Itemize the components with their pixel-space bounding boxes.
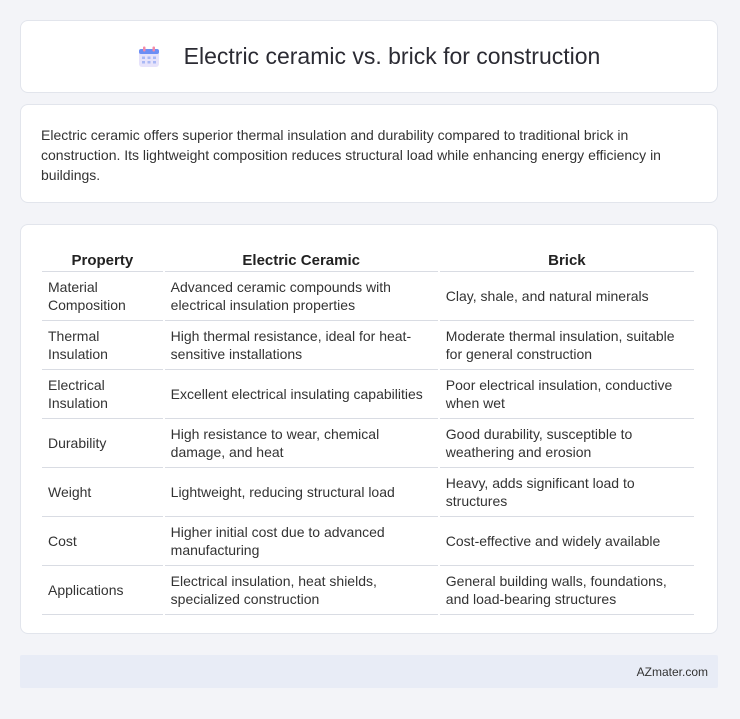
row-brick: Good durability, susceptible to weathering and erosion [440,419,694,468]
calendar-icon [138,46,160,68]
footer-brand[interactable]: AZmater.com [636,664,708,679]
page-title: Electric ceramic vs. brick for construction [183,43,601,69]
footer-bar [20,655,718,688]
row-brick: Moderate thermal insulation, suitable for general construction [440,321,694,370]
comparison-table-card [20,224,718,634]
row-electric-ceramic: Electrical insulation, heat shields, specialized construction [165,566,438,615]
row-brick: Cost-effective and widely available [440,517,694,566]
table-row [42,370,694,419]
table-row [42,566,694,615]
row-electric-ceramic: High resistance to wear, chemical damage, and heat [165,419,438,468]
row-property: Electrical Insulation [42,370,163,419]
header-property: Property [42,245,163,272]
table-row [42,419,694,468]
row-electric-ceramic: Excellent electrical insulating capabilities [165,370,438,419]
table-row [42,517,694,566]
table-row [42,321,694,370]
row-property: Weight [42,468,163,517]
row-property: Material Composition [42,272,163,321]
header-brick: Brick [440,245,694,272]
table-header-row [42,245,694,272]
comparison-table [40,245,696,615]
row-brick: General building walls, foundations, and load-bearing structures [440,566,694,615]
table-row [42,468,694,517]
row-electric-ceramic: Higher initial cost due to advanced manufacturing [165,517,438,566]
row-brick: Poor electrical insulation, conductive when wet [440,370,694,419]
title-card [20,20,718,93]
row-electric-ceramic: Lightweight, reducing structural load [165,468,438,517]
row-electric-ceramic: High thermal resistance, ideal for heat-sensitive installations [165,321,438,370]
header-electric-ceramic: Electric Ceramic [165,245,438,272]
row-property: Applications [42,566,163,615]
table-row [42,272,694,321]
row-electric-ceramic: Advanced ceramic compounds with electrical insulation properties [165,272,438,321]
summary-text: Electric ceramic offers superior thermal insulation and durability compared to traditional brick in construction. Its lightweight composition reduces structural load while enhancing energy efficiency in buildings. [41,127,661,183]
row-property: Durability [42,419,163,468]
row-property: Thermal Insulation [42,321,163,370]
row-brick: Heavy, adds significant load to structures [440,468,694,517]
row-property: Cost [42,517,163,566]
row-brick: Clay, shale, and natural minerals [440,272,694,321]
summary-card [20,104,718,203]
